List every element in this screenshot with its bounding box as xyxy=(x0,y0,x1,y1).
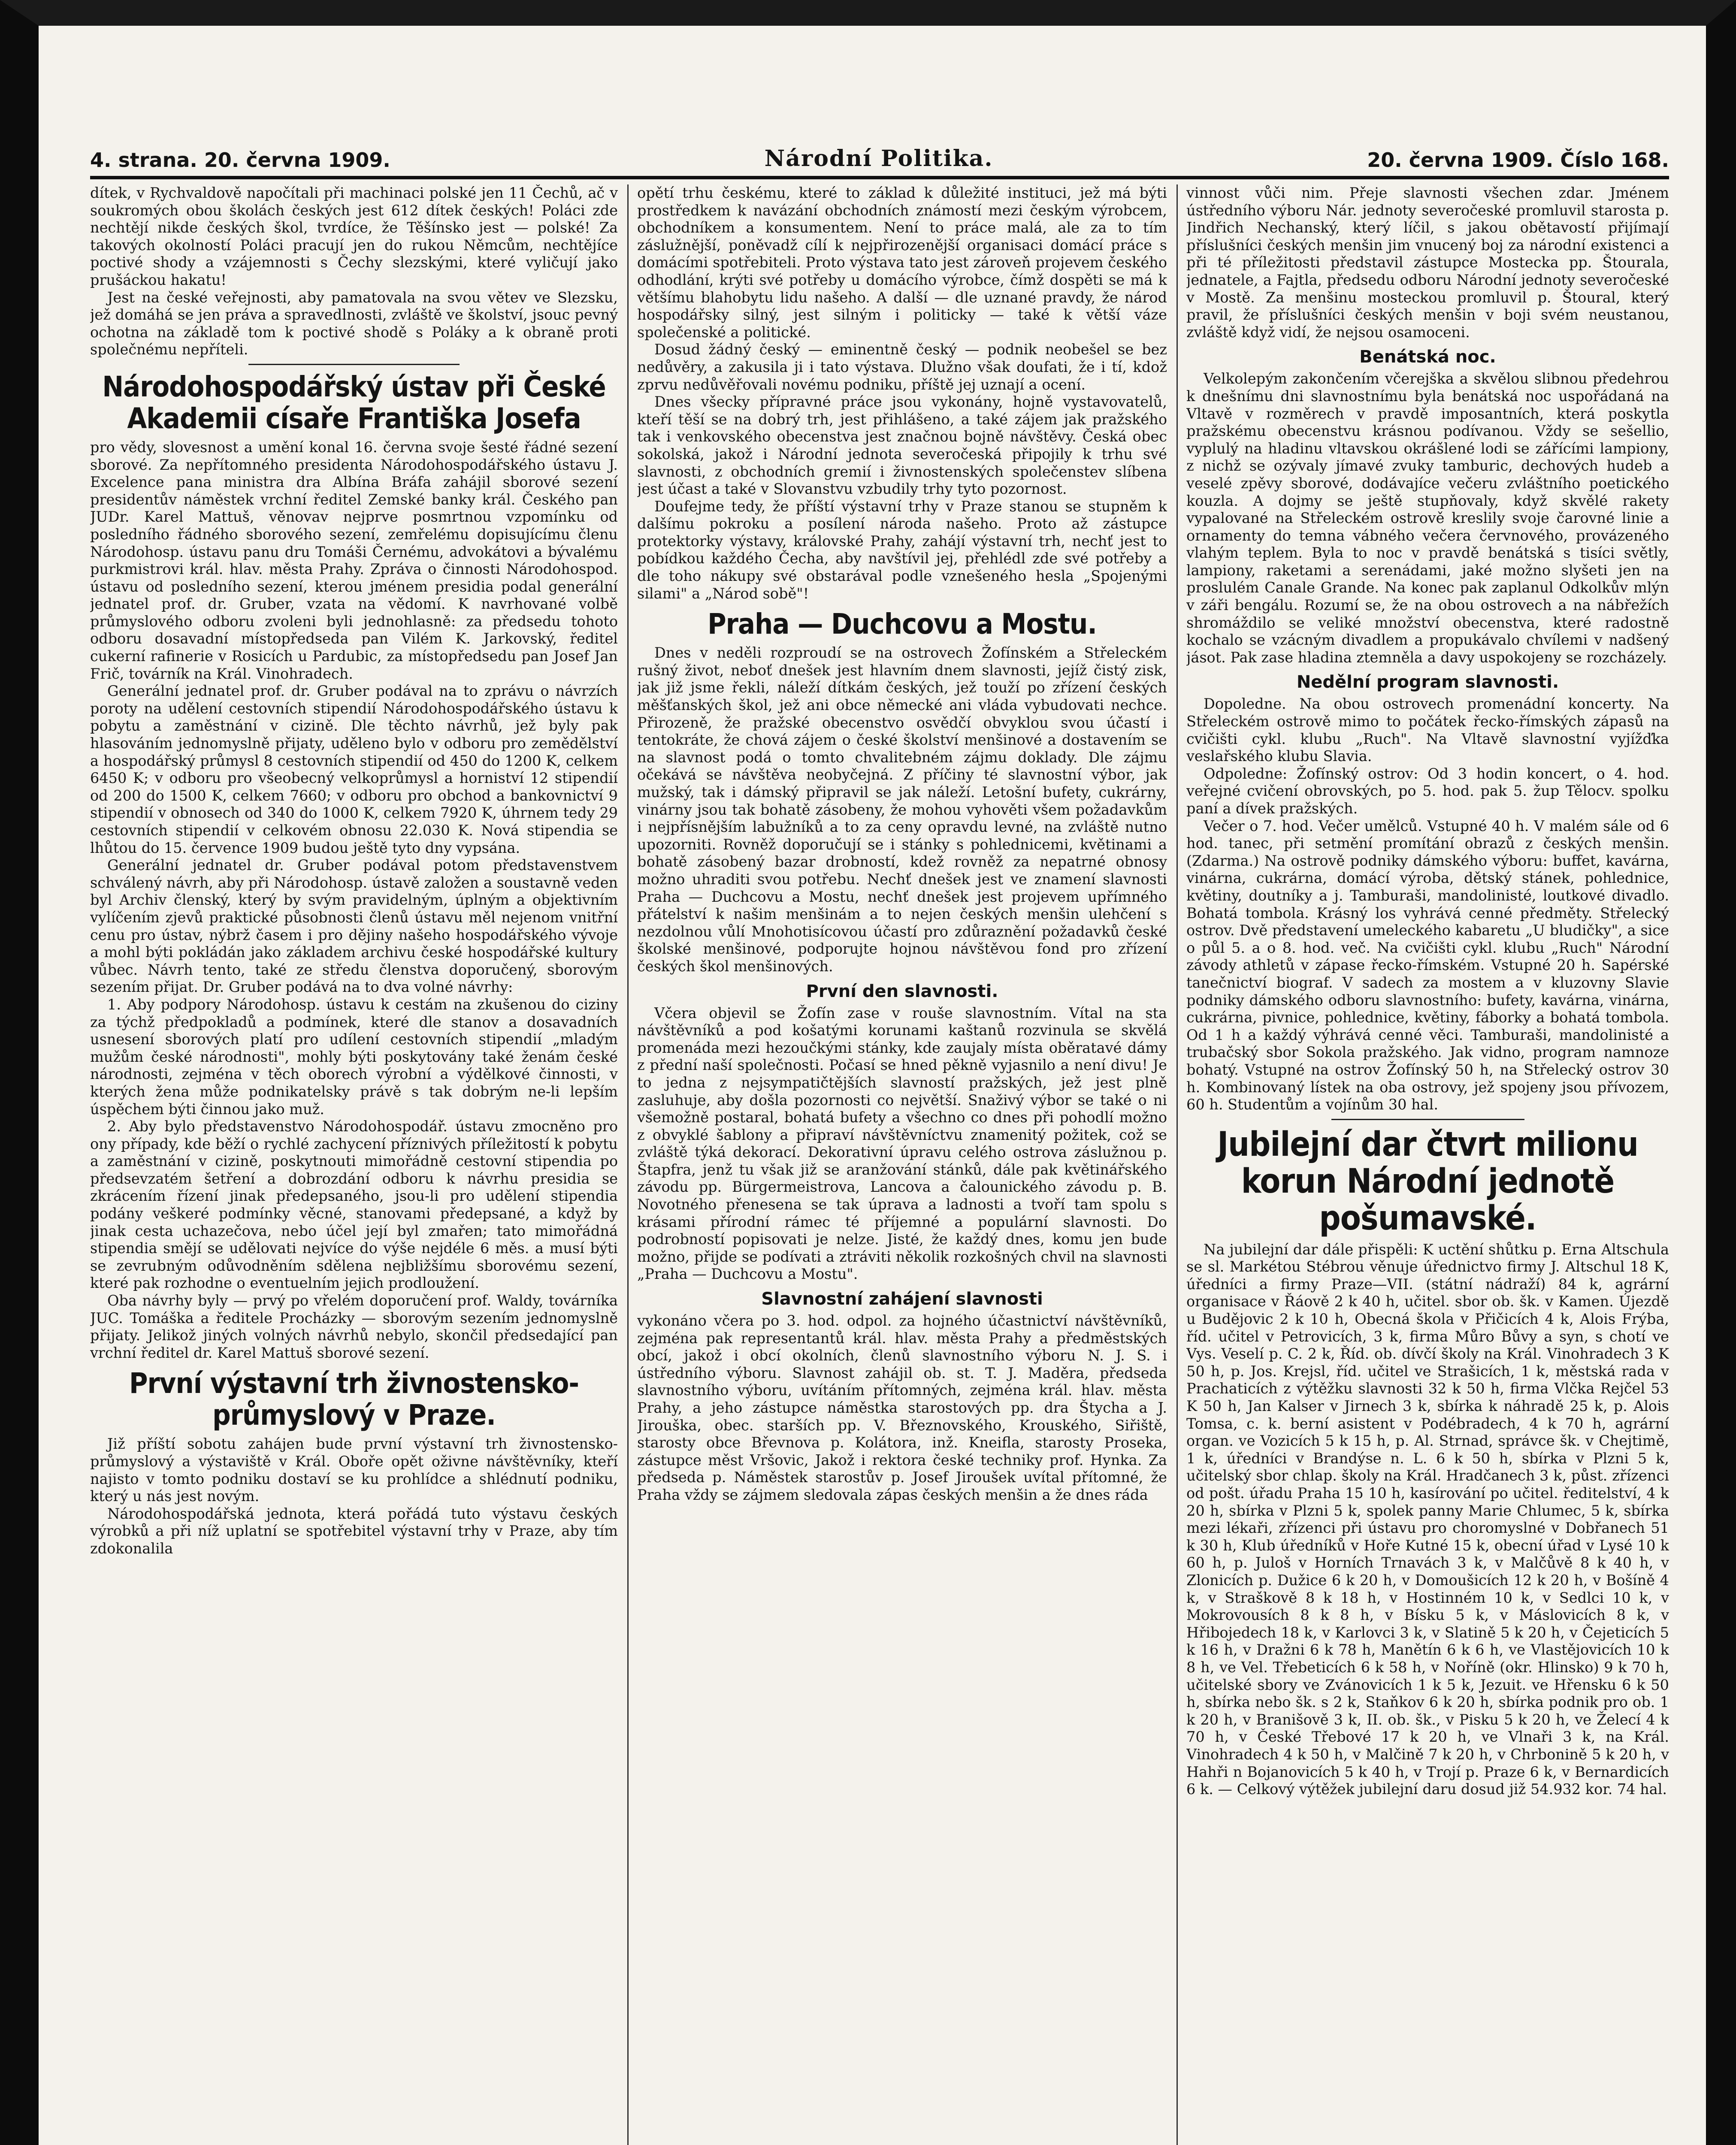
column-1 xyxy=(90,184,618,2145)
section-subheading: Nedělní program slavnosti. xyxy=(1296,672,1559,692)
article-paragraph: vykonáno včera po 3. hod. odpol. za hojného účastnictví návštěvníků, zejména pak representantů král. hlav. města Prahy a předměstských obcí, jakož i obcí okolních, členů slavnostního výboru N. J. S. i ústředního výboru. Slavnost zahájil ob. st. T. J. Maděra, předseda slavnostního výboru, uvítáním přítomných, zejména král. hlav. města Prahy, a jeho zástupce náměstka starostových pp. dra Štycha a J. Jirouška, obec. starších pp. V. Březnovského, Krouského, Siřiště, starosty obce Břevnova p. Kolátora, inž. Kneifla, starosty Proseka, zástupce měst Vršovic, Jakož i rektora české techniky prof. Hynka. Za předseda p. Náměstek starostův p. Josef Jiroušek uvítal přítomné, že Praha vždy se zájmem sledovala zápas českých menšin a že dnes ráda xyxy=(637,1312,1167,1503)
column-divider xyxy=(627,184,629,2145)
article-paragraph: Doufejme tedy, že příští výstavní trhy v Praze stanou se stupněm k dalšímu pokroku a posílení národa našeho. Proto až zástupce protektorky výstavy, královské Prahy, zahájí výstavní trh, nechť jest to pobídkou každého Čecha, aby navštívil jej, přehlédl zde své potřeby a dle toho nákupy své obstarával podle vznešeného hesla „Spojenými silami" a „Národ sobě"! xyxy=(637,498,1167,602)
article-paragraph: Dnes v neděli rozproudí se na ostrovech Žofínském a Střeleckém rušný život, neboť dnešek jest hlavním dnem slavnosti, jejíž čistý zisk, jak již jsme řekli, náleží dítkám českých, jež touží po zřízení českých měšťanských škol, jež ani obce německé ani vláda vybudovati nechce. Přirozeně, že pražské obecenstvo osvědčí obvyklou svou účastí i tentokráte, že chová zájem o české školství menšinové a dostavením se na slavnost podá o tomto chvalitebném zájmu doklady. Dle zájmu očekává se návštěva neobyčejná. Z příčiny té slavnostní výbor, jak mužský, tak i dámský připravil se jak náleží. Letošní bufety, cukrárny, vinárny jsou tak bohatě zásobeny, že mohou vyhověti všem požadavkům i nejpřísnějším labužníků a to za ceny opravdu levné, na zvláště nutno upozorniti. Rovněž doporučují se i stánky s pohlednicemi, květinami a bohatě zásobený bazar drobností, kdež rovněž za nepatrné obnosy možno uhraditi svou potřebu. Nechť dnešek jest ve znamení slavnosti Praha — Duchcovu a Mostu, nechť dnešek jest projevem upřímného přátelství k našim menšinám a to nejen českých menšin ulehčení s nezdolnou vůlí Mnohotisícovou účastí pro zdůraznění požadavků české školské menšinové, podporujte hojnou návštěvou fond pro zřízení českých škol menšinových. xyxy=(637,644,1167,975)
section-subheading: První den slavnosti. xyxy=(806,981,998,1001)
article-paragraph: 2. Aby bylo představenstvo Národohospodář. ústavu zmocněno pro ony případy, kde běží o rychlé zachycení příznivých příležitostí k pobytu a zaměstnání v cizině, poskytnouti mimořádně cestovní stipendia po předsevzatém šetření a dobrozdání odboru k návrhu presidia se zkrácením řízení jinak předepsaného, jsou-li pro udělení stipendia podány veškeré podmínky věcné, stanovami předepsané, a když by jinak cesta uchazečova, nebo účel její byl zmařen; tato mimořádná stipendia smějí se udělovati nejvíce do výše nejdéle 6 měs. a musí býti se zevrubným odůvodněním sdělena nejbližšímu sborovému sezení, které pak rozhodne o eventuelním jejich prodloužení. xyxy=(90,1118,618,1292)
separator xyxy=(248,364,460,365)
article-paragraph: Generální jednatel prof. dr. Gruber podával na to zprávu o návrzích poroty na udělení cestovních stipendií Národohospodářského ústavu k pobytu a zaměstnání v cizině. Dle těchto návrhů, jež byly pak hlasováním jednomyslně přijaty, uděleno bylo v odboru pro zemědělství a hospodářský průmysl 8 cestovních stipendií od 450 do 1200 K, celkem 6450 K; v odboru pro všeobecný velkoprůmysl a horniství 12 stipendií od 200 do 1500 K, celkem 7660; v odboru pro obchod a bankovnictví 9 stipendií v obnosech od 340 do 1000 K, celkem 7920 K, úhrnem tedy 29 cestovních stipendií v celkovém obnosu 22.030 K. Nová stipendia se lhůtou do 15. července 1909 budou ještě tyto dny vypsána. xyxy=(90,683,618,856)
section-subheading: Slavnostní zahájení slavnosti xyxy=(761,1289,1043,1309)
newspaper-page xyxy=(90,142,1669,2145)
article-headline: První výstavní trh živnostensko-průmyslový v Praze. xyxy=(129,1367,579,1432)
column-3 xyxy=(1186,184,1669,2145)
article-paragraph: opětí trhu českému, které to základ k důležité instituci, jež má býti prostředkem k navázání obchodních známostí mezi českým výrobcem, obchodníkem a konsumentem. Není to práce malá, ale za to tím záslužnější, poněvadž cílí k nejpřirozenější organisaci domácí práce s domácími spotřebiteli. Proto výstava tato jest zároveň projevem českého odhodlání, krýti své potřeby u domácího výrobce, čímž dospěti se má k většímu blahobytu lidu našeho. A další — dle uznané pravdy, že národ hospodářsky silný, jest silným i politicky — také k větší váze společenské a politické. xyxy=(637,184,1167,341)
article-paragraph: Dopoledne. Na obou ostrovech promenádní koncerty. Na Střeleckém ostrově mimo to počátek řecko-římských zápasů na cvičišti cykl. klubu „Ruch". Na Vltavě slavnostní vyjížďka veslařského klubu Slavia. xyxy=(1186,695,1669,765)
masthead-left: 4. strana. 20. června 1909. xyxy=(90,148,390,172)
article-paragraph: Dnes všecky přípravné práce jsou vykonány, hojně vystavovatelů, kteří těší se na dobrý trh, jest přihlášeno, a také zájem jak pražského tak i venkovského obecenstva jest značnou bojně návštěvy. Česká obec sokolská, jakož i Národní jednota severočeská připojily k trhu své slavnosti, z obchodních gremií i živnostenských společenstev slíbena jest účast a také v Slovanstvu vzbudily trhy tyto pozornost. xyxy=(637,393,1167,498)
article-paragraph: Dosud žádný český — eminentně český — podnik neobešel se bez nedůvěry, a zakusila ji i tato výstava. Dlužno však doufati, že i tí, kdož zprvu nedůvěřovali novému podniku, příště jej uznají a ocení. xyxy=(637,341,1167,393)
section-subheading: Benátská noc. xyxy=(1359,347,1496,367)
article-paragraph: Odpoledne: Žofínský ostrov: Od 3 hodin koncert, o 4. hod. veřejné cvičení obrovských, po 5. hod. pak 5. žup Tělocv. spolku paní a dívek pražských. xyxy=(1186,765,1669,817)
article-paragraph: Již příští sobotu zahájen bude první výstavní trh živnostensko-průmyslový a výstaviště v Král. Oboře opět oživne návštěvníky, kteří najisto v tomto podniku dostaví se ku prohlídce a shlédnutí podniku, který u nás jest novým. xyxy=(90,1435,618,1505)
column-2 xyxy=(637,184,1167,2145)
article-headline: Praha — Duchcovu a Mostu. xyxy=(708,607,1097,641)
article-paragraph: Včera objevil se Žofín zase v rouše slavnostním. Vítal na sta návštěvníků a pod košatými korunami kaštanů rozvinula se skvělá promenáda mezi hezoučkými stánky, kde zaujaly místa oběratavé dámy z přední naší společnosti. Počasí se hned pěkně vyjasnilo a není divu! Je to jedna z nejsympatičtějších slavností pražských, jež jest plně zasluhuje, aby došla pozornosti co největší. Snaživý výbor se také o ni všemožně postaral, bohatá bufety a všechno co dnes při pohodlí možno z obvyklé šablony a připraví návštěvníctvu znamenitý požitek, což se zvláště týká dekorací. Dekorativní úpravu celého ostrova záslužnou p. Štapfra, jenž tu však již se aranžování stánků, dále pak květinářského závodu pp. Bürgermeistrova, Lancova a čalounického závodu p. B. Novotného přenesena se tak úprava a ladnosti a tvoří tam spolu s krásami přírodní rámec té příjemné a populární slavnosti. Do podrobností popisovati je nelze. Jisté, že každý dnes, komu jen bude možno, přijde se podívati a ztráviti několik rozkošných chvil na slavnosti „Praha — Duchcovu a Mostu". xyxy=(637,1004,1167,1283)
article-paragraph: Na jubilejní dar dále přispěli: K uctění shůtku p. Erna Altschula se sl. Markétou Stébrou věnuje úřednictvo firmy J. Altschul 18 K, úředníci a firmy Praze—VII. (státní nádraží) 84 k, agrární organisace v Řáově 2 k 40 h, učitel. sbor ob. šk. v Kamen. Újezdě u Budějovic 2 k 10 h, Obecná škola v Přičicích 4 k, Alois Frýba, říd. učitel v Petrovicích, 3 k, firma Můro Bůvy a syn, s chotí ve Vys. Veselí p. C. 2 k, Říd. ob. dívčí školy na Král. Vinohradech 3 K 50 h, p. Jos. Krejsl, říd. učitel ve Strašicích, 1 k, městská rada v Prachaticích z výtěžku slavnosti 32 k 50 h, firma Vlčka Rejčel 53 K 50 h, Jan Kalser v Jirnech 3 k, sbírka k náhradě 25 k, p. Alois Tomsa, c. k. berní asistent v Podébradech, 4 k 70 h, agrární organ. ve Vozicích 5 k 15 h, p. Al. Strnad, správce šk. v Chejtimě, 1 k, úředníci v Brandýse n. L. 6 k 50 h, sbírka v Plzni 5 k, učitelský sbor chlap. školy na Král. Hradčanech 3 k, půst. zřízenci od pošt. úřadu Praha 15 10 h, kasírování po učitel. ředitelství, 4 k 20 h, sbírka v Plzni 5 k, spolek panny Marie Chlumec, 5 k, sbírka mezi lékaři, zřízenci při ústavu pro choromyslné v Dobřanech 51 k 30 h, Klub úředníků v Hoře Kutné 15 k, obecní úřad v Lysé 10 k 60 h, p. Juloš v Horních Trnavách 3 k, v Malčůvě 8 k 40 h, v Zlonicích p. Dužice 6 k 20 h, v Domoušicích 12 k 20 h, v Bošíně 4 k, v Straškově 8 k 18 h, v Hostinném 10 k, v Sedlci 10 k, v Mokrovousích 8 k 8 h, v Bísku 5 k, v Máslovicích 8 k, v Hřibojedech 18 k, v Karlovci 3 k, v Slatině 5 k 20 h, v Čejeticích 5 k 16 h, v Dražni 6 k 78 h, Manětín 6 k 6 h, ve Vlastějovicích 10 k 8 h, ve Vel. Třebeticích 6 k 58 h, v Noříně (okr. Hlinsko) 9 k 70 h, učitelské sbory ve Zvánovicích 1 k 5 k, Jezuit. ve Hřensku 6 k 50 h, sbírka nebo šk. s 2 k, Staňkov 6 k 20 h, sbírka podnik pro ob. 1 k 20 h, v Branišově 3 k, II. ob. šk., v Pisku 5 k 20 h, ve Želecí 4 k 70 h, v České Třebové 17 k 20 h, ve Vlnaři 3 k, na Král. Vinohradech 4 k 50 h, v Malčině 7 k 20 h, v Chrbonině 5 k 20 h, v Hahři n Bojanovicích 5 k 40 h, v Trojí p. Praze 6 k, v Bernardicích 6 k. — Celkový výtěžek jubilejní daru dosud již 54.932 kor. 74 hal. xyxy=(1186,1241,1669,1798)
masthead-title: Národní Politika. xyxy=(764,145,993,172)
column-divider xyxy=(1176,184,1178,2145)
article-headline: Národohospodářský ústav při České Akademii císaře Františka Josefa xyxy=(102,370,606,435)
article-paragraph: Jest na české veřejnosti, aby pamatovala na svou větev ve Slezsku, jež domáhá se jen práva a spravedlnosti, zvláště ve školství, jsouc pevný ochotna na základě tom k poctivé shodě s Poláky a k obraně proti společnému nepříteli. xyxy=(90,289,618,358)
article-paragraph: Velkolepým zakončením včerejška a skvělou slibnou předehrou k dnešnímu dni slavnostnímu byla benátská noc uspořádaná na Vltavě v rozměrech v pravdě imposantních, která poskytla pražskému obecenstvu krásnou podívanou. Vždy se sešellio, vyplulý na hladinu vltavskou okrášlené lodi se zářícími lampiony, z nichž se ozývaly jímavé zvuky tamburic, dechových hudeb a veselé zpěvy sborové, dodávajíce večeru zvláštního poetického kouzla. A dojmy se ještě stupňovaly, když skvělé rakety vypalované na Střeleckém ostrově kreslily svoje čarovné linie a ornamenty do temna vábného večera červnového, provázeného vlahým teplem. Byla to noc v pravdě benátská s tisíci světly, lampiony, raketami a serenádami, jaké možno slyšeti jen na proslulém Canale Grande. Na konec pak zaplanul Odkolkův mlýn v záři bengálu. Rozumí se, že na obou ostrovech a na nábřežích shromáždilo se veliké množství obecenstva, které radostně kochalo se vzácným divadlem a propukávalo chvílemi v nadšený jásot. Pak zase hladina ztemněla a davy uspokojeny se rozcházely. xyxy=(1186,370,1669,666)
article-paragraph: Oba návrhy byly — prvý po vřelém doporučení prof. Waldy, továrníka JUC. Tomáška a ředitele Procházky — sborovým sezením jednomyslně přijaty. Jelikož jiných volných návrhů nebylo, skončil předsedající pan vrchní ředitel dr. Karel Mattuš sborové sezení. xyxy=(90,1292,618,1361)
article-paragraph: Národohospodářská jednota, která pořádá tuto výstavu českých výrobků a při níž uplatní se spotřebitel výstavní trhy v Praze, aby tím zdokonalila xyxy=(90,1505,618,1557)
article-paragraph: pro vědy, slovesnost a umění konal 16. června svoje šesté řádné sezení sborové. Za nepřítomného presidenta Národohospodářského ústavu J. Excelence pana ministra dra Albína Bráfa zahájil sborové sezení presidentův náměstek vrchní ředitel Zemské banky král. Českého pan JUDr. Karel Mattuš, věnovav nejprve posmrtnou vzpomínku od posledního řádného sborového sezení, zemřelému dopisujícímu členu Národohosp. ústavu panu dru Tomáši Černému, advokátovi a bývalému purkmistrovi král. hlav. města Prahy. Zpráva o činnosti Národohospod. ústavu od posledního sezení, kterou jménem presidia podal generální jednatel prof. dr. Gruber, vzata na vědomí. K navrhované volbě průmyslového odboru zvoleni byli jednohlasně: za předsedu tohoto odboru dosavadní místopředseda pan Vilém K. Jarkovský, ředitel cukerní rafinerie v Rosicích u Pardubic, za místopředsedu pan Josef Jan Frič, továrník na Král. Vinohradech. xyxy=(90,438,618,682)
masthead xyxy=(90,142,1669,172)
article-headline: Jubilejní dar čtvrt milionu korun Národní jednotě pošumavské. xyxy=(1217,1125,1638,1238)
masthead-rule xyxy=(90,176,1669,179)
article-paragraph: dítek, v Rychvaldově napočítali při machinaci polské jen 11 Čechů, ač v soukromých obou školách českých jest 612 dítek českých! Poláci zde nechtějí nikde českých škol, tvrdíce, že Těšínsko jest — polské! Za takových okolností Poláci pracují jen do rukou Němcům, nechtějíce poctivé shody a vzájemnosti s Čechy slezskými, které vyličují jako prušáckou hakatu! xyxy=(90,184,618,288)
masthead-right: 20. června 1909. Číslo 168. xyxy=(1367,148,1669,172)
article-paragraph: 1. Aby podpory Národohosp. ústavu k cestám na zkušenou do ciziny za týchž předpokladů a podmínek, které dle stanov a dosavadních usnesení sborových platí pro udílení cestovních stipendií „mladým mužům české národnosti", mohly býti poskytovány také ženám české národnosti, zejména v těch oborech výrobní a výdělkové činnosti, v kterých žena může podnikatelsky právě s tak dobrým ne-li lepším úspěchem býti činnou jako muž. xyxy=(90,996,618,1118)
article-paragraph: Večer o 7. hod. Večer umělců. Vstupné 40 h. V malém sále od 6 hod. tanec, při setmění promítání obrazů z českých menšin. (Zdarma.) Na ostrově podniky dámského výboru: buffet, kavárna, vinárna, cukrárna, domácí výroba, dětský stánek, pohlednice, květiny, doutníky a j. Tamburaši, mandolinisté, loutkové divadlo. Bohatá tombola. Krásný los vyhrává cenné předměty. Střelecký ostrov. Dvě představení umeleckého kabaretu „U bludičky", a sice o půl 5. a o 8. hod. več. Na cvičišti cykl. klubu „Ruch" Národní závody athletů v zápase řecko-římském. Vstupné 20 h. Sapérské tanečnictví biograf. V sadech za mostem a v kluzovny Slavie podniky dámského odboru slavnostního: bufety, kavárna, vinárna, cukrárna, pivnice, pohlednice, květiny, fáborky a bohatá tombola. Od 1 h a každý výhrává cenné věci. Tamburaši, mandolinisté a trubačský sbor Sokola pražského. Jak vidno, program namnoze bohatý. Vstupné na ostrov Žofínský 50 h, na Střelecký ostrov 30 h. Kombinovaný lístek na oba ostrovy, jež spojeny jsou přívozem, 60 h. Studentům a vojínům 30 hal. xyxy=(1186,817,1669,1113)
separator xyxy=(1331,1119,1524,1120)
article-paragraph: Generální jednatel dr. Gruber podával potom představenstvem schválený návrh, aby při Národohosp. ústavě založen a soustavně veden byl Archiv členský, který by svým pravidelným, úplným a objektivním vylíčením zjevů praktické působnosti členů ústavu měl nejenom vnitřní cenu pro ústav, nýbrž časem i pro dějiny našeho hospodářského vývoje a mohl býti pokládán jako základem archivu české hospodářské kultury vůbec. Návrh tento, také ze středu členstva doporučený, sborovým sezením přijat. Dr. Gruber podává na to dva volné návrhy: xyxy=(90,857,618,996)
article-paragraph: vinnost vůči nim. Přeje slavnosti všechen zdar. Jménem ústředního výboru Nár. jednoty severočeské promluvil starosta p. Jindřich Nechanský, který líčil, s jakou obětavostí přijímají příslušníci českých menšin jim vnucený boj za národní existenci a při té příležitosti představil zástupce Mostecka pp. Štourala, jednatele, a Fajtla, předsedu odboru Národní jednoty severočeské v Mostě. Za menšinu mosteckou promluvil p. Štoural, který pravil, že příslušníci českých menšin v boji svém neustanou, zvláště když vidí, že nejsou osamoceni. xyxy=(1186,184,1669,341)
